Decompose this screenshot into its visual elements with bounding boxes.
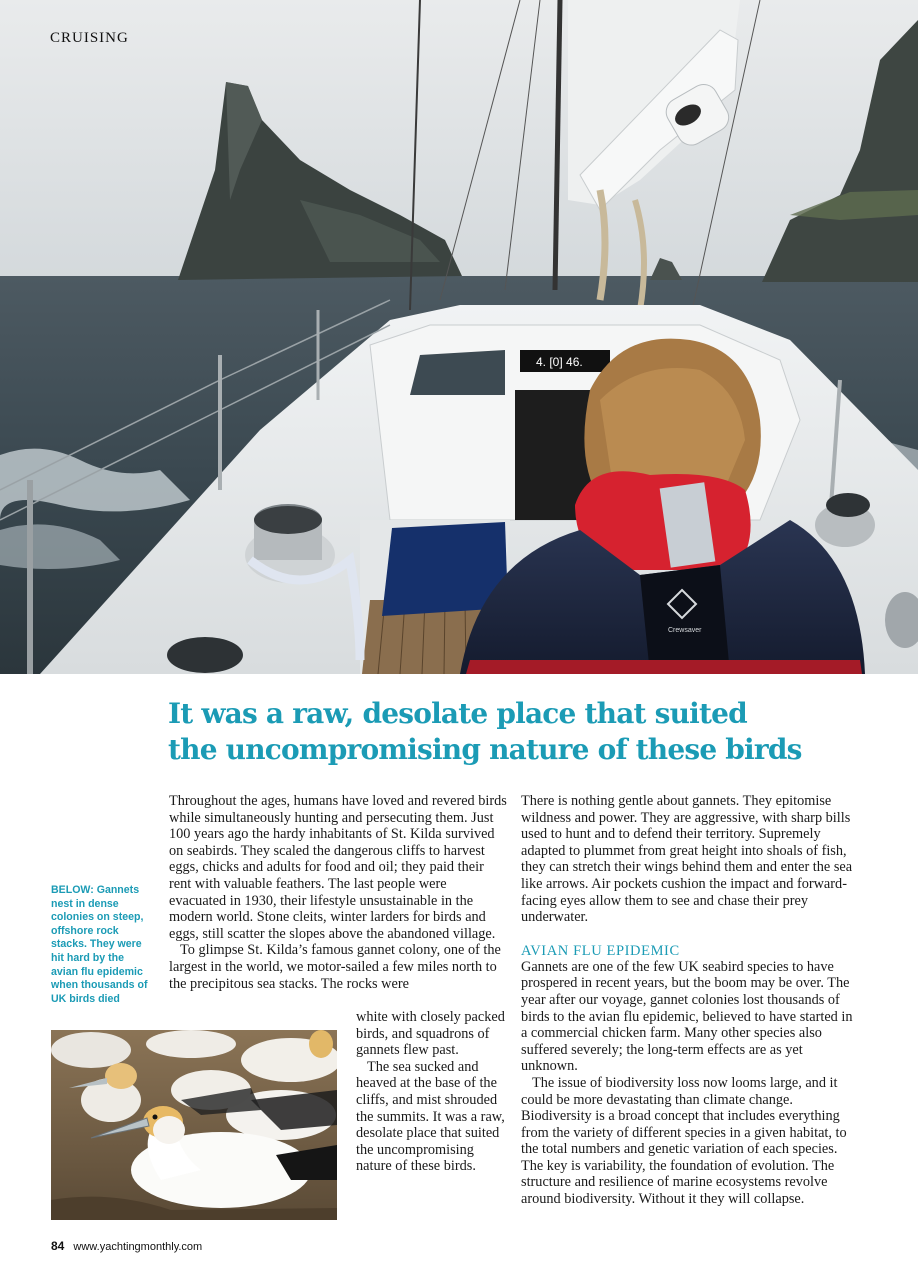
subheading: AVIAN FLU EPIDEMIC: [521, 942, 680, 959]
paragraph: The sea sucked and heaved at the base of the cliffs, and mist shrouded the summits. It was a raw, desolate place that suited the uncompromising nature of these birds.: [356, 1058, 505, 1175]
paragraph: white with closely packed birds, and squadrons of gannets flew past.: [356, 1009, 505, 1059]
paragraph: To glimpse St. Kilda’s famous gannet colony, one of the largest in the world, we motor-sailed a few miles north to the precipitous sea stacks. The rocks were: [169, 942, 501, 992]
page-footer: [51, 1239, 202, 1253]
footer-url: www.yachtingmonthly.com: [73, 1241, 203, 1253]
paragraph: There is nothing gentle about gannets. They epitomise wildness and power. They are aggressive, with sharp bills used to hunt and to defend their territory. Supremely adapted to plummet from great height into shoals of fish, they can stretch their wings behind them and enter the sea like arrows. Air pockets cushion the impact and forward-facing eyes allow them to see and chase their prey underwater.: [521, 793, 853, 926]
section-label: CRUISING: [50, 30, 129, 46]
gannet-photo: [51, 1030, 337, 1220]
pull-quote-line-2: the uncompromising nature of these birds: [168, 733, 802, 766]
paragraph: The issue of biodiversity loss now looms large, and it could be more devastating than climate change. Biodiversity is a broad concept that includes everything from the variety of different species in a given habitat, to the total numbers and genetic variation of each species. The key is variability, the foundation of evolution. The structure and resilience of marine ecosystems revolve around biodiversity. Without it they will collapse.: [521, 1074, 847, 1208]
pull-quote-line-1: It was a raw, desolate place that suited: [168, 697, 747, 730]
lifejacket-brand: Crewsaver: [668, 627, 702, 634]
pull-quote: [168, 696, 808, 768]
paragraph: Gannets are one of the few UK seabird species to have prospered in recent years, but the boom may be over. The year after our voyage, gannet colonies lost thousands of birds to the avian flu epidemic, believed to have started in a commercial chicken farm. Many other species also suffered severely; the long-term effects are as yet unknown.: [521, 958, 853, 1075]
photo-caption: BELOW: Gannets nest in dense colonies on steep, offshore rock stacks. They were hit hard by the avian flu epidemic when thousands of UK birds died: [51, 884, 148, 1005]
body-column-2: [521, 793, 861, 1208]
page-number: 84: [51, 1239, 65, 1253]
body-column-1: [169, 793, 507, 992]
body-column-1-wrap: [356, 1009, 508, 1175]
instrument-display: 4. [0] 46.: [536, 355, 583, 369]
paragraph: Throughout the ages, humans have loved and revered birds while simultaneously hunting and persecuting them. Just 100 years ago the hardy inhabitants of St. Kilda survived on seabirds. They scaled the dangerous cliffs to harvest eggs, chicks and adults for food and oil; they paid their rent with valuable feathers. The last people were evacuated in 1930, their lifestyle unsustainable in the modern world. Stone cleits, winter larders for birds and eggs, still scatter the slopes above the abandoned village.: [169, 793, 507, 942]
